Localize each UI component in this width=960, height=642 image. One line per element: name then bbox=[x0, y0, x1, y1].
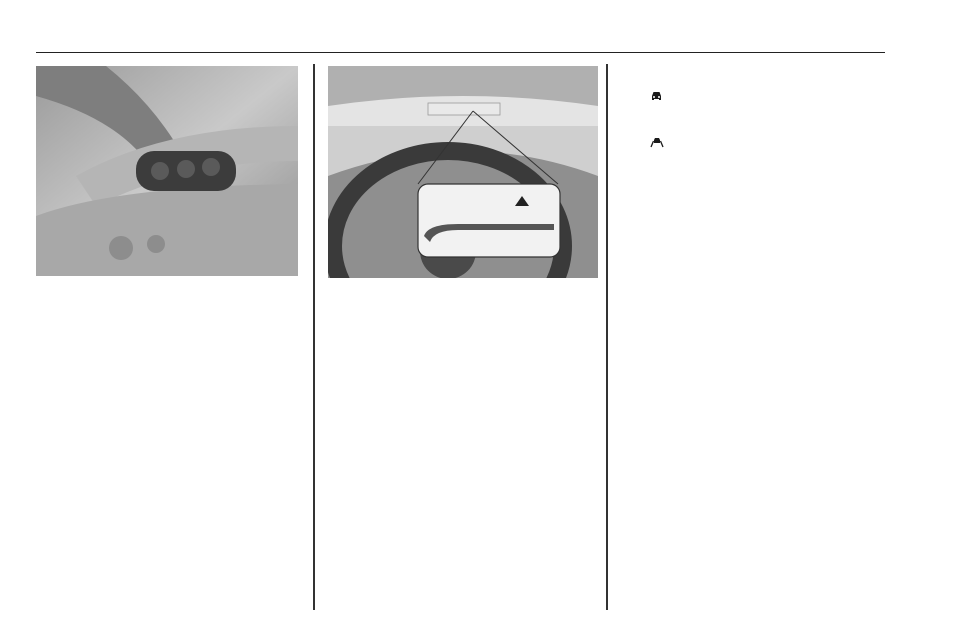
column-divider-2 bbox=[606, 64, 608, 610]
light-switch-controls-photo bbox=[36, 66, 298, 276]
column-3 bbox=[622, 76, 892, 161]
head-up-display-photo bbox=[328, 66, 598, 278]
page-header bbox=[36, 26, 885, 53]
car-ahead-icon bbox=[650, 90, 663, 102]
list-item bbox=[622, 86, 892, 105]
lane-keep-icon bbox=[650, 136, 664, 148]
list-item bbox=[622, 113, 892, 151]
column-1 bbox=[36, 290, 298, 300]
column-divider-1 bbox=[313, 64, 315, 610]
safety-list bbox=[622, 86, 892, 151]
